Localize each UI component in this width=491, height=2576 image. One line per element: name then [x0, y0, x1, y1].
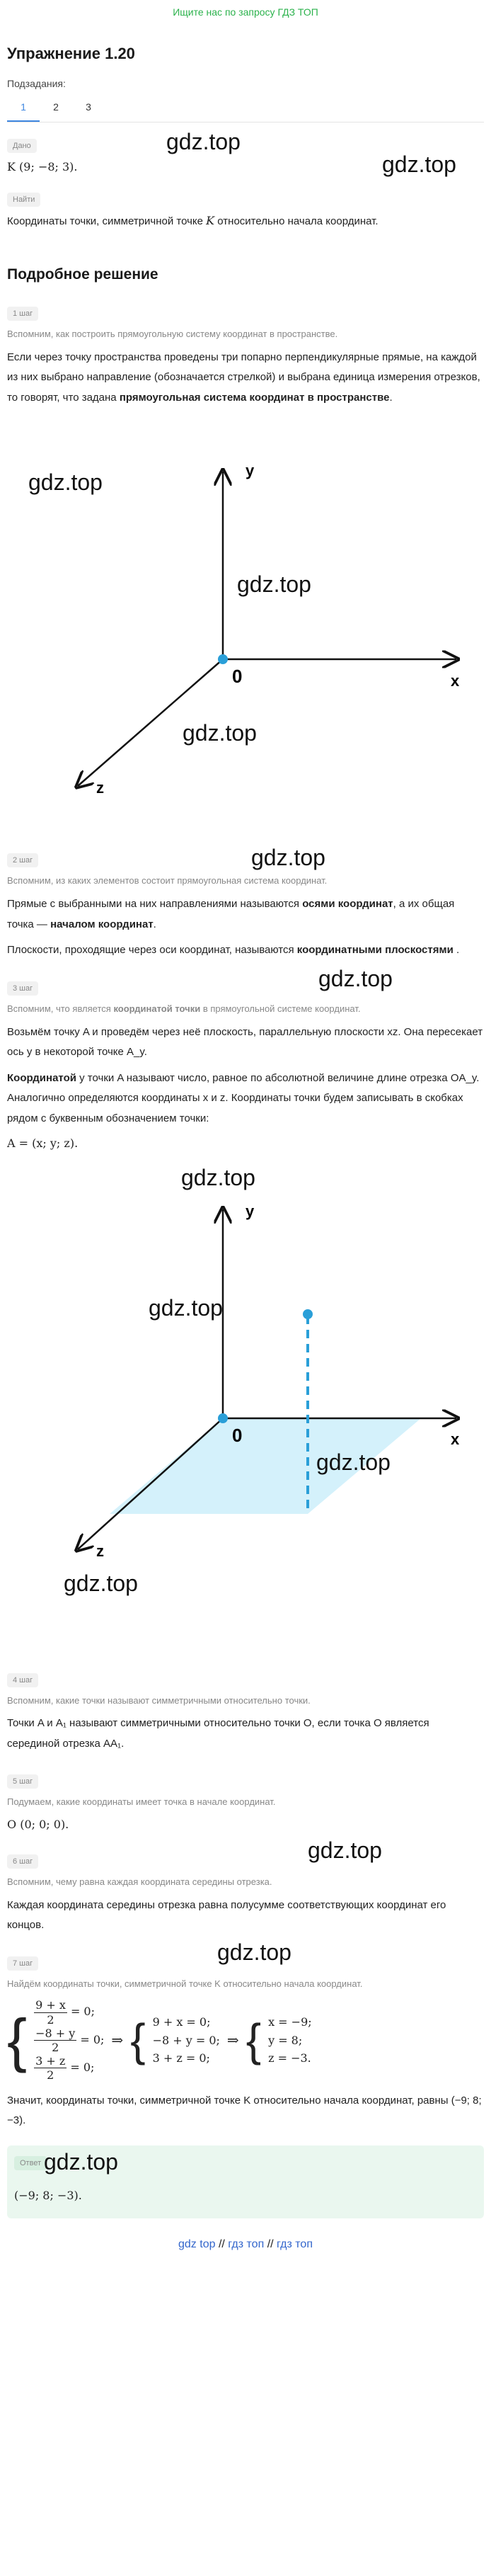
step-formula: A = (x; y; z).	[7, 1136, 79, 1151]
step-badge: 2 шаг	[7, 853, 38, 867]
step-text: Каждая координата середины отрезка равна полусумме соответствующих координат его концов.	[7, 1898, 446, 1932]
point-a	[303, 1309, 313, 1319]
step-hint: Найдём координаты точки, симметричной точке K относительно начала координат.	[7, 1978, 363, 1989]
step-text-bold: осями координат	[302, 898, 393, 911]
axes-diagram-2	[7, 1160, 484, 1655]
step-conclusion: Значит, координаты точки, симметричной точке K относительно начала координат, равны (−9; 8; −3).	[7, 2094, 482, 2127]
step-text-bold: прямоугольная система координат в пространстве	[119, 391, 390, 404]
implies-arrow: ⇒	[111, 2031, 124, 2049]
y-label: y	[246, 462, 255, 480]
step-text	[7, 894, 484, 935]
watermark: gdz.top	[149, 1294, 223, 1321]
footer	[7, 2218, 484, 2261]
footer-link[interactable]: гдз топ	[228, 2238, 265, 2251]
step-7	[7, 1939, 484, 2131]
brace: {	[7, 2007, 28, 2074]
watermark: gdz.top	[318, 965, 393, 991]
frac-den: 2	[52, 2040, 59, 2054]
given-badge: Дано	[7, 139, 37, 153]
given-value: K (9; −8; 3).	[7, 159, 78, 173]
step-text-bold: Координатой	[7, 1071, 76, 1084]
system-fractions	[34, 1998, 104, 2082]
tab-1[interactable]: 1	[7, 96, 40, 122]
given-block	[7, 128, 484, 177]
eq-row	[34, 2054, 104, 2082]
solution-title: Подробное решение	[7, 266, 158, 283]
step-badge: 5 шаг	[7, 1774, 38, 1789]
z-label: z	[96, 1541, 104, 1560]
step-text-part: .	[153, 918, 156, 930]
footer-link[interactable]: гдз топ	[277, 2238, 313, 2251]
eq-row	[34, 1998, 104, 2026]
step-1	[7, 304, 484, 408]
footer-separator: //	[218, 2238, 225, 2251]
origin-label: 0	[232, 1424, 243, 1446]
find-var: K	[206, 213, 215, 227]
watermark: gdz.top	[183, 720, 257, 746]
step-badge: 7 шаг	[7, 1956, 38, 1971]
find-value	[7, 212, 484, 230]
find-text: относительно начала координат.	[214, 215, 379, 227]
step-hint: Вспомним, какие точки называют симметричными относительно точки.	[7, 1694, 311, 1706]
eq-row: 3 + z = 0;	[152, 2051, 210, 2065]
step-badge: 1 шаг	[7, 307, 38, 321]
frac-den: 2	[47, 2068, 54, 2082]
find-block	[7, 190, 484, 230]
watermark: gdz.top	[181, 1164, 255, 1190]
step-6	[7, 1837, 484, 1936]
eq-row: y = 8;	[268, 2033, 303, 2047]
origin-point	[218, 1413, 228, 1423]
step-hint: Подумаем, какие координаты имеет точка в начале координат.	[7, 1796, 276, 1808]
top-banner	[7, 0, 484, 25]
frac-num: 9 + x	[35, 1998, 66, 2012]
system-linear	[153, 2013, 220, 2068]
step-text	[7, 1068, 484, 1129]
step-text-part: Прямые с выбранными на них направлениями называются	[7, 898, 303, 911]
step-text: Точки A и A₁ называют симметричными относительно точки O, если точка O является серединой отрезка AA₁.	[7, 1717, 429, 1750]
x-label: x	[451, 1430, 460, 1448]
watermark: gdz.top	[308, 1837, 382, 1863]
step-badge: 3 шаг	[7, 981, 38, 996]
step-text-part: y точки A называют число, равное по абсолютной величине длине отрезка OA_y. Аналогично определяются координаты x и z. Координаты точки будем записывать в скобках рядом с буквенным обозначением точки:	[7, 1071, 480, 1124]
step-hint-part: Вспомним, что является	[7, 1003, 114, 1014]
step-text	[7, 348, 484, 409]
eq-row	[34, 2027, 104, 2054]
x-label: x	[451, 672, 460, 690]
tab-3[interactable]: 3	[86, 101, 91, 113]
watermark: gdz.top	[44, 2148, 118, 2175]
step-badge: 6 шаг	[7, 1854, 38, 1869]
implies-arrow: ⇒	[226, 2031, 239, 2049]
eq-row: −8 + y = 0;	[152, 2033, 220, 2047]
watermark: gdz.top	[382, 151, 456, 177]
step-2	[7, 845, 484, 960]
axes-diagram-1	[7, 415, 484, 833]
tab-2[interactable]: 2	[53, 101, 59, 113]
footer-separator: //	[267, 2238, 274, 2251]
subtasks-label: Подзадания:	[7, 78, 66, 90]
brace: {	[130, 2014, 146, 2066]
watermark: gdz.top	[251, 845, 325, 871]
top-banner-link[interactable]: Ищите нас по запросу ГДЗ ТОП	[173, 6, 318, 18]
origin-label: 0	[232, 666, 243, 688]
step-text-part: .	[389, 391, 393, 404]
step-formula: O (0; 0; 0).	[7, 1818, 69, 1832]
equation-system	[7, 1998, 484, 2082]
y-label: y	[246, 1202, 255, 1220]
step-5	[7, 1772, 484, 1833]
step-badge: 4 шаг	[7, 1673, 38, 1687]
brace: {	[246, 2014, 262, 2066]
eq-tail: = 0;	[70, 2005, 95, 2019]
answer-value: (−9; 8; −3).	[14, 2188, 82, 2202]
eq-tail: = 0;	[70, 2061, 95, 2075]
subtask-tabs	[7, 96, 484, 122]
step-text-part: Если через точку пространства проведены три попарно перпендикулярные прямые, на каждой из них выбрано направление (обозначается стрелкой) и выбрана единица измерения отрезков, то говорят, что задана	[7, 351, 480, 404]
step-text-part: , а их общая точка —	[7, 898, 455, 930]
step-hint: Вспомним, как построить прямоугольную систему координат в пространстве.	[7, 329, 338, 340]
step-4	[7, 1671, 484, 1755]
eq-row: 9 + x = 0;	[152, 2015, 211, 2029]
step-hint-bold: координатой точки	[113, 1003, 201, 1014]
answer-block	[7, 2145, 484, 2219]
footer-link[interactable]: gdz top	[178, 2238, 216, 2251]
step-hint: Вспомним, из каких элементов состоит прямоугольная система координат.	[7, 875, 328, 887]
origin-point	[218, 654, 228, 664]
watermark: gdz.top	[316, 1449, 391, 1475]
watermark: gdz.top	[166, 128, 241, 154]
system-solution	[268, 2013, 312, 2068]
step-hint: Вспомним, чему равна каждая координата середины отрезка.	[7, 1876, 272, 1887]
frac-num: 3 + z	[35, 2054, 66, 2068]
step-text-part: .	[453, 944, 460, 957]
step-hint	[7, 1002, 484, 1017]
watermark: gdz.top	[217, 1939, 291, 1965]
answer-badge: Ответ	[14, 2156, 47, 2170]
step-text: Возьмём точку A и проведём через неё плоскость, параллельную плоскости xz. Она пересекает ось y в некоторой точке A_y.	[7, 1025, 483, 1059]
step-3	[7, 965, 484, 1153]
eq-row: z = −3.	[268, 2051, 311, 2065]
page-title: Упражнение 1.20	[7, 45, 135, 62]
watermark: gdz.top	[28, 469, 103, 496]
watermark: gdz.top	[237, 571, 311, 598]
step-text-bold: координатными плоскостями	[296, 944, 454, 957]
z-label: z	[96, 779, 104, 797]
eq-tail: = 0;	[80, 2032, 105, 2046]
find-text: Координаты точки, симметричной точке	[7, 215, 207, 227]
watermark: gdz.top	[64, 1570, 138, 1596]
eq-row: x = −9;	[268, 2015, 312, 2029]
frac-num: −8 + y	[35, 2026, 76, 2040]
find-badge: Найти	[7, 193, 40, 207]
step-hint-part: в прямоугольной системе координат.	[200, 1003, 361, 1014]
step-text	[7, 940, 484, 961]
frac-den: 2	[47, 2012, 54, 2027]
step-text-bold: началом координат	[50, 918, 154, 930]
step-text-part: Плоскости, проходящие через оси координат, называются	[7, 944, 297, 957]
